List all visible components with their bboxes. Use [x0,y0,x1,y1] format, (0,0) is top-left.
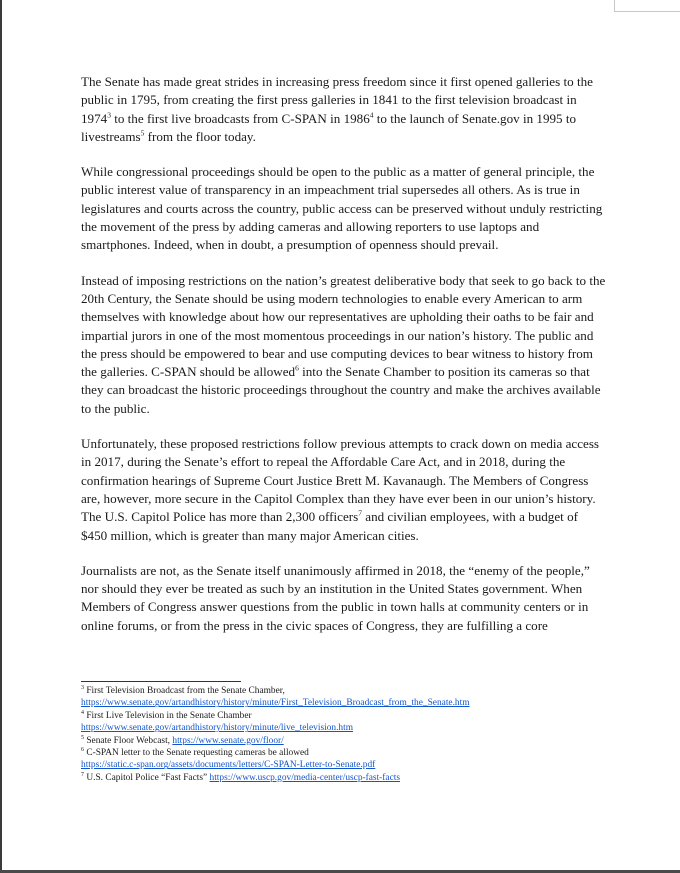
footnote-ref-4[interactable]: 4 [369,110,374,120]
paragraph-4-text-b: and civilian employees, with a budget of $450 million, which is greater than many major American cities. [81,509,578,543]
footnote-number: 4 [81,709,84,716]
paragraph-4 [81,435,606,545]
footnote-link[interactable]: https://www.uscp.gov/media-center/uscp-fast-facts [209,772,400,783]
footnote-4 [81,710,606,735]
footnote-link[interactable]: https://www.senate.gov/artandhistory/history/minute/First_Television_Broadcast_from_the_Senate.htm [81,698,470,709]
paragraph-4-text-a: Unfortunately, these proposed restrictions follow previous attempts to crack down on media access in 2017, during the Senate’s effort to repeal the Affordable Care Act, and in 2018, during the confirmation hearings of Supreme Court Justice Brett M. Kavanaugh. The Members of Congress are, however, more secure in the Capitol Complex than they have ever been in our union’s history. The U.S. Capitol Police has more than 2,300 officers [81,436,600,525]
footnote-ref-6[interactable]: 6 [295,363,299,373]
footnote-6 [81,747,606,772]
footnote-text: C-SPAN letter to the Senate requesting cameras be allowed [84,748,309,759]
paragraph-5: Journalists are not, as the Senate itself unanimously affirmed in 2018, the “enemy of the people,” nor should they ever be treated as such by an institution in the United States government. When Members of Congress answer questions from the public in town halls at community centers or in online forums, or from the press in the civic spaces of Congress, they are fulfilling a core [81,562,590,633]
paragraph-1-text-d: from the floor today. [144,128,256,144]
paragraph-1-text-b: to the first live broadcasts from C-SPAN in 1986 [110,110,370,126]
footnote-3 [81,685,606,710]
document-body [81,73,606,652]
paragraph-1-text-a: The Senate has made great strides in increasing press freedom since it first opened galleries to the public in 1795, from creating the first press galleries in 1841 to the first television broadcast in 1974 [81,74,593,126]
footnote-number: 7 [81,771,84,778]
footnote-link[interactable]: https://www.senate.gov/floor/ [172,735,284,746]
footnote-5 [81,735,606,747]
page-left-edge [0,0,2,873]
footnotes [81,685,606,784]
footnote-separator [81,681,241,682]
footnote-link[interactable]: https://static.c-span.org/assets/documents/letters/C-SPAN-Letter-to-Senate.pdf [81,760,376,771]
paragraph-2: While congressional proceedings should be open to the public as a matter of general principle, the public interest value of transparency in an impeachment trial supersedes all others. As is true in legislatures and courts across the country, public access can be preserved without unduly restricting the movement of the press by adding cameras and allowing reporters to use laptops and smartphones. Indeed, when in doubt, a presumption of openness should prevail. [81,164,603,253]
paragraph-1-text-c: to the launch of Senate.gov in 1995 to livestreams [81,110,577,144]
footnote-text: First Television Broadcast from the Senate Chamber, [84,686,285,696]
footnote-text: U.S. Capitol Police “Fast Facts” [84,772,210,783]
paragraph-3 [81,272,606,418]
footnote-text: First Live Television in the Senate Chamber [84,710,252,721]
paragraph-3-text-a: Instead of imposing restrictions on the nation’s greatest deliberative body that seek to go back to the 20th Century, the Senate should be using modern technologies to enable every American to arm themselves with knowledge about how our representatives are upholding their oaths to be fair and impartial jurors in one of the most momentous proceedings in our nation’s history. The public and the press should be empowered to bear and use computing devices to bear witness to history from the galleries. C-SPAN should be allowed [81,272,606,380]
footnote-number: 3 [81,684,84,691]
footnote-ref-3[interactable]: 3 [107,110,111,120]
footnote-number: 5 [81,734,84,741]
footnote-7 [81,772,606,784]
footnote-ref-7[interactable]: 7 [358,508,362,518]
footnote-text: Senate Floor Webcast, [84,735,173,746]
paragraph-3-text-b: into the Senate Chamber to position its cameras so that they can broadcast the historic proceedings throughout the country and make the archives available to the public. [81,364,601,416]
footnote-number: 6 [81,746,84,753]
footnote-link[interactable]: https://www.senate.gov/artandhistory/history/minute/live_television.htm [81,723,354,734]
paragraph-1 [81,73,606,146]
corner-frame [614,0,680,12]
footnote-ref-5[interactable]: 5 [140,128,145,138]
